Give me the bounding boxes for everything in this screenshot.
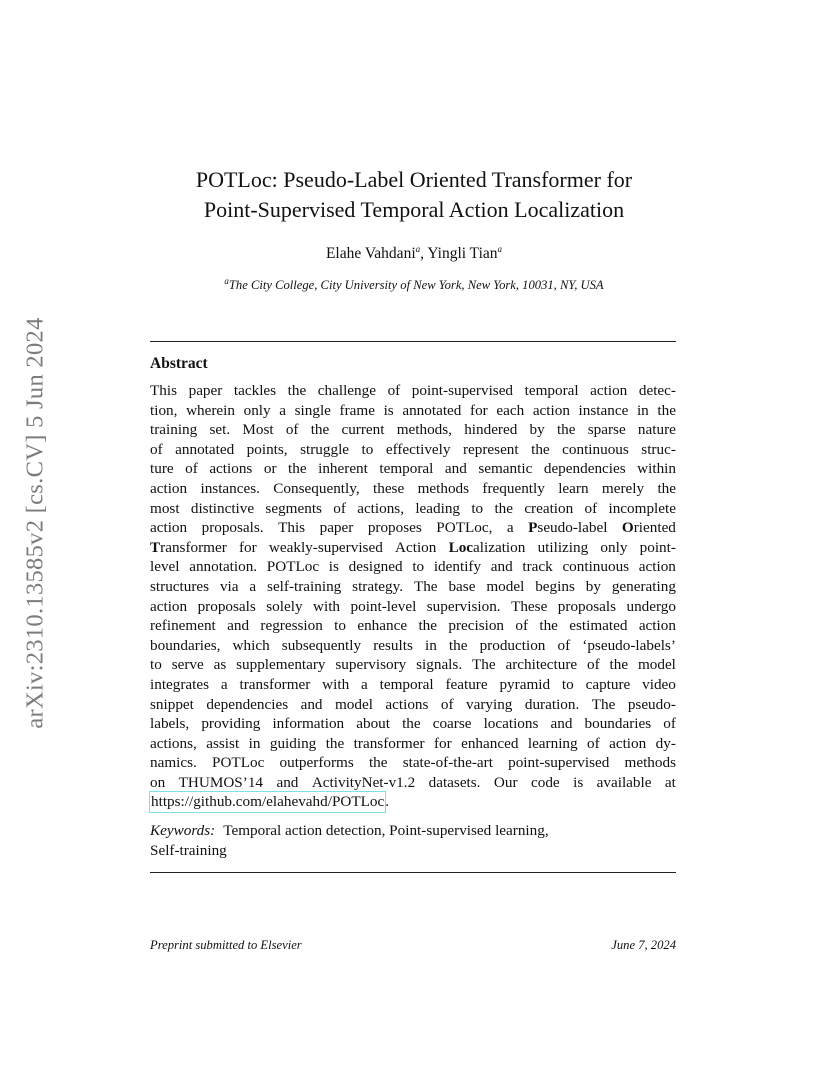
abstract-line: actions, assist in guiding the transformer for enhanced learning of action dy-: [150, 734, 676, 752]
page-footer: [150, 937, 676, 954]
code-repository-link[interactable]: https://github.com/elahevahd/POTLoc: [151, 793, 385, 811]
abstract-line: on THUMOS’14 and ActivityNet-v1.2 datasets. Our code is available at: [150, 773, 676, 791]
abstract-line: structures via a self-training strategy. The base model begins by generating: [150, 577, 676, 595]
abstract-line: action proposals. This paper proposes POTLoc, a Pseudo-label Oriented: [150, 519, 676, 537]
abstract-line: This paper tackles the challenge of point-supervised temporal action detec-: [150, 382, 676, 399]
abstract-line: level annotation. POTLoc is designed to identify and track continuous action: [150, 558, 676, 576]
abstract-line: labels, providing information about the coarse locations and boundaries of: [150, 715, 676, 733]
bottom-divider: [150, 872, 676, 873]
keywords-label: Keywords:: [150, 822, 216, 839]
abstract-line: tion, wherein only a single frame is annotated for each action instance in the: [150, 401, 676, 419]
abstract-line: to serve as supplementary supervisory signals. The architecture of the model: [150, 656, 676, 674]
affiliation-mark: a: [224, 275, 229, 286]
title-line-1: POTLoc: Pseudo-Label Oriented Transformer for: [195, 167, 633, 192]
abstract-line: action instances. Consequently, these methods frequently learn merely the: [150, 479, 676, 497]
abstract-heading: Abstract: [150, 355, 208, 372]
abstract-line: [150, 792, 676, 812]
arxiv-identifier-stamp: [16, 292, 56, 754]
top-divider: [150, 341, 676, 342]
abstract-line: refinement and regression to enhance the precision of the estimated action: [150, 617, 676, 635]
footer-date: June 7, 2024: [611, 938, 676, 952]
keywords-line-1: Temporal action detection, Point-supervised learning,: [223, 822, 549, 839]
author-affil-mark-2: a: [497, 243, 503, 254]
footer-preprint-note: Preprint submitted to Elsevier: [150, 938, 302, 952]
abstract-line: snippet dependencies and model actions of varying duration. The pseudo-: [150, 695, 676, 713]
keywords-block: [150, 821, 676, 860]
affiliation: [100, 277, 728, 294]
abstract-line: ture of actions or the inherent temporal and semantic dependencies within: [150, 460, 676, 478]
abstract-line: action proposals solely with point-level supervision. These proposals undergo: [150, 597, 676, 615]
abstract-line: Transformer for weakly-supervised Action Localization utilizing only point-: [150, 538, 676, 556]
abstract-line: integrates a transformer with a temporal feature pyramid to capture video: [150, 675, 676, 693]
author-list: [100, 244, 728, 264]
paper-title: [100, 165, 728, 225]
abstract-body: [150, 381, 676, 812]
abstract-line: of annotated points, struggle to effectively represent the continuous struc-: [150, 440, 676, 458]
author-affil-mark-1: a: [415, 243, 421, 254]
abstract-line: boundaries, which subsequently results in the production of ‘pseudo-labels’: [150, 636, 676, 654]
abstract-line: namics. POTLoc outperforms the state-of-the-art point-supervised methods: [150, 754, 676, 772]
author-name-2: Yingli Tian: [427, 245, 498, 262]
author-name-1: Elahe Vahdani: [325, 245, 416, 262]
affiliation-text: The City College, City University of New York, New York, 10031, NY, USA: [228, 278, 604, 292]
abstract-line: most distinctive segments of actions, leading to the creation of incomplete: [150, 499, 676, 517]
link-trailing-period: .: [385, 793, 390, 811]
author-separator: ,: [420, 245, 428, 262]
keywords-line-2: Self-training: [150, 841, 227, 859]
arxiv-id-text: arXiv:2310.13585v2 [cs.CV] 5 Jun 2024: [22, 317, 50, 729]
abstract-line: training set. Most of the current methods, hindered by the sparse nature: [150, 421, 676, 439]
title-line-2: Point-Supervised Temporal Action Localization: [203, 197, 625, 222]
